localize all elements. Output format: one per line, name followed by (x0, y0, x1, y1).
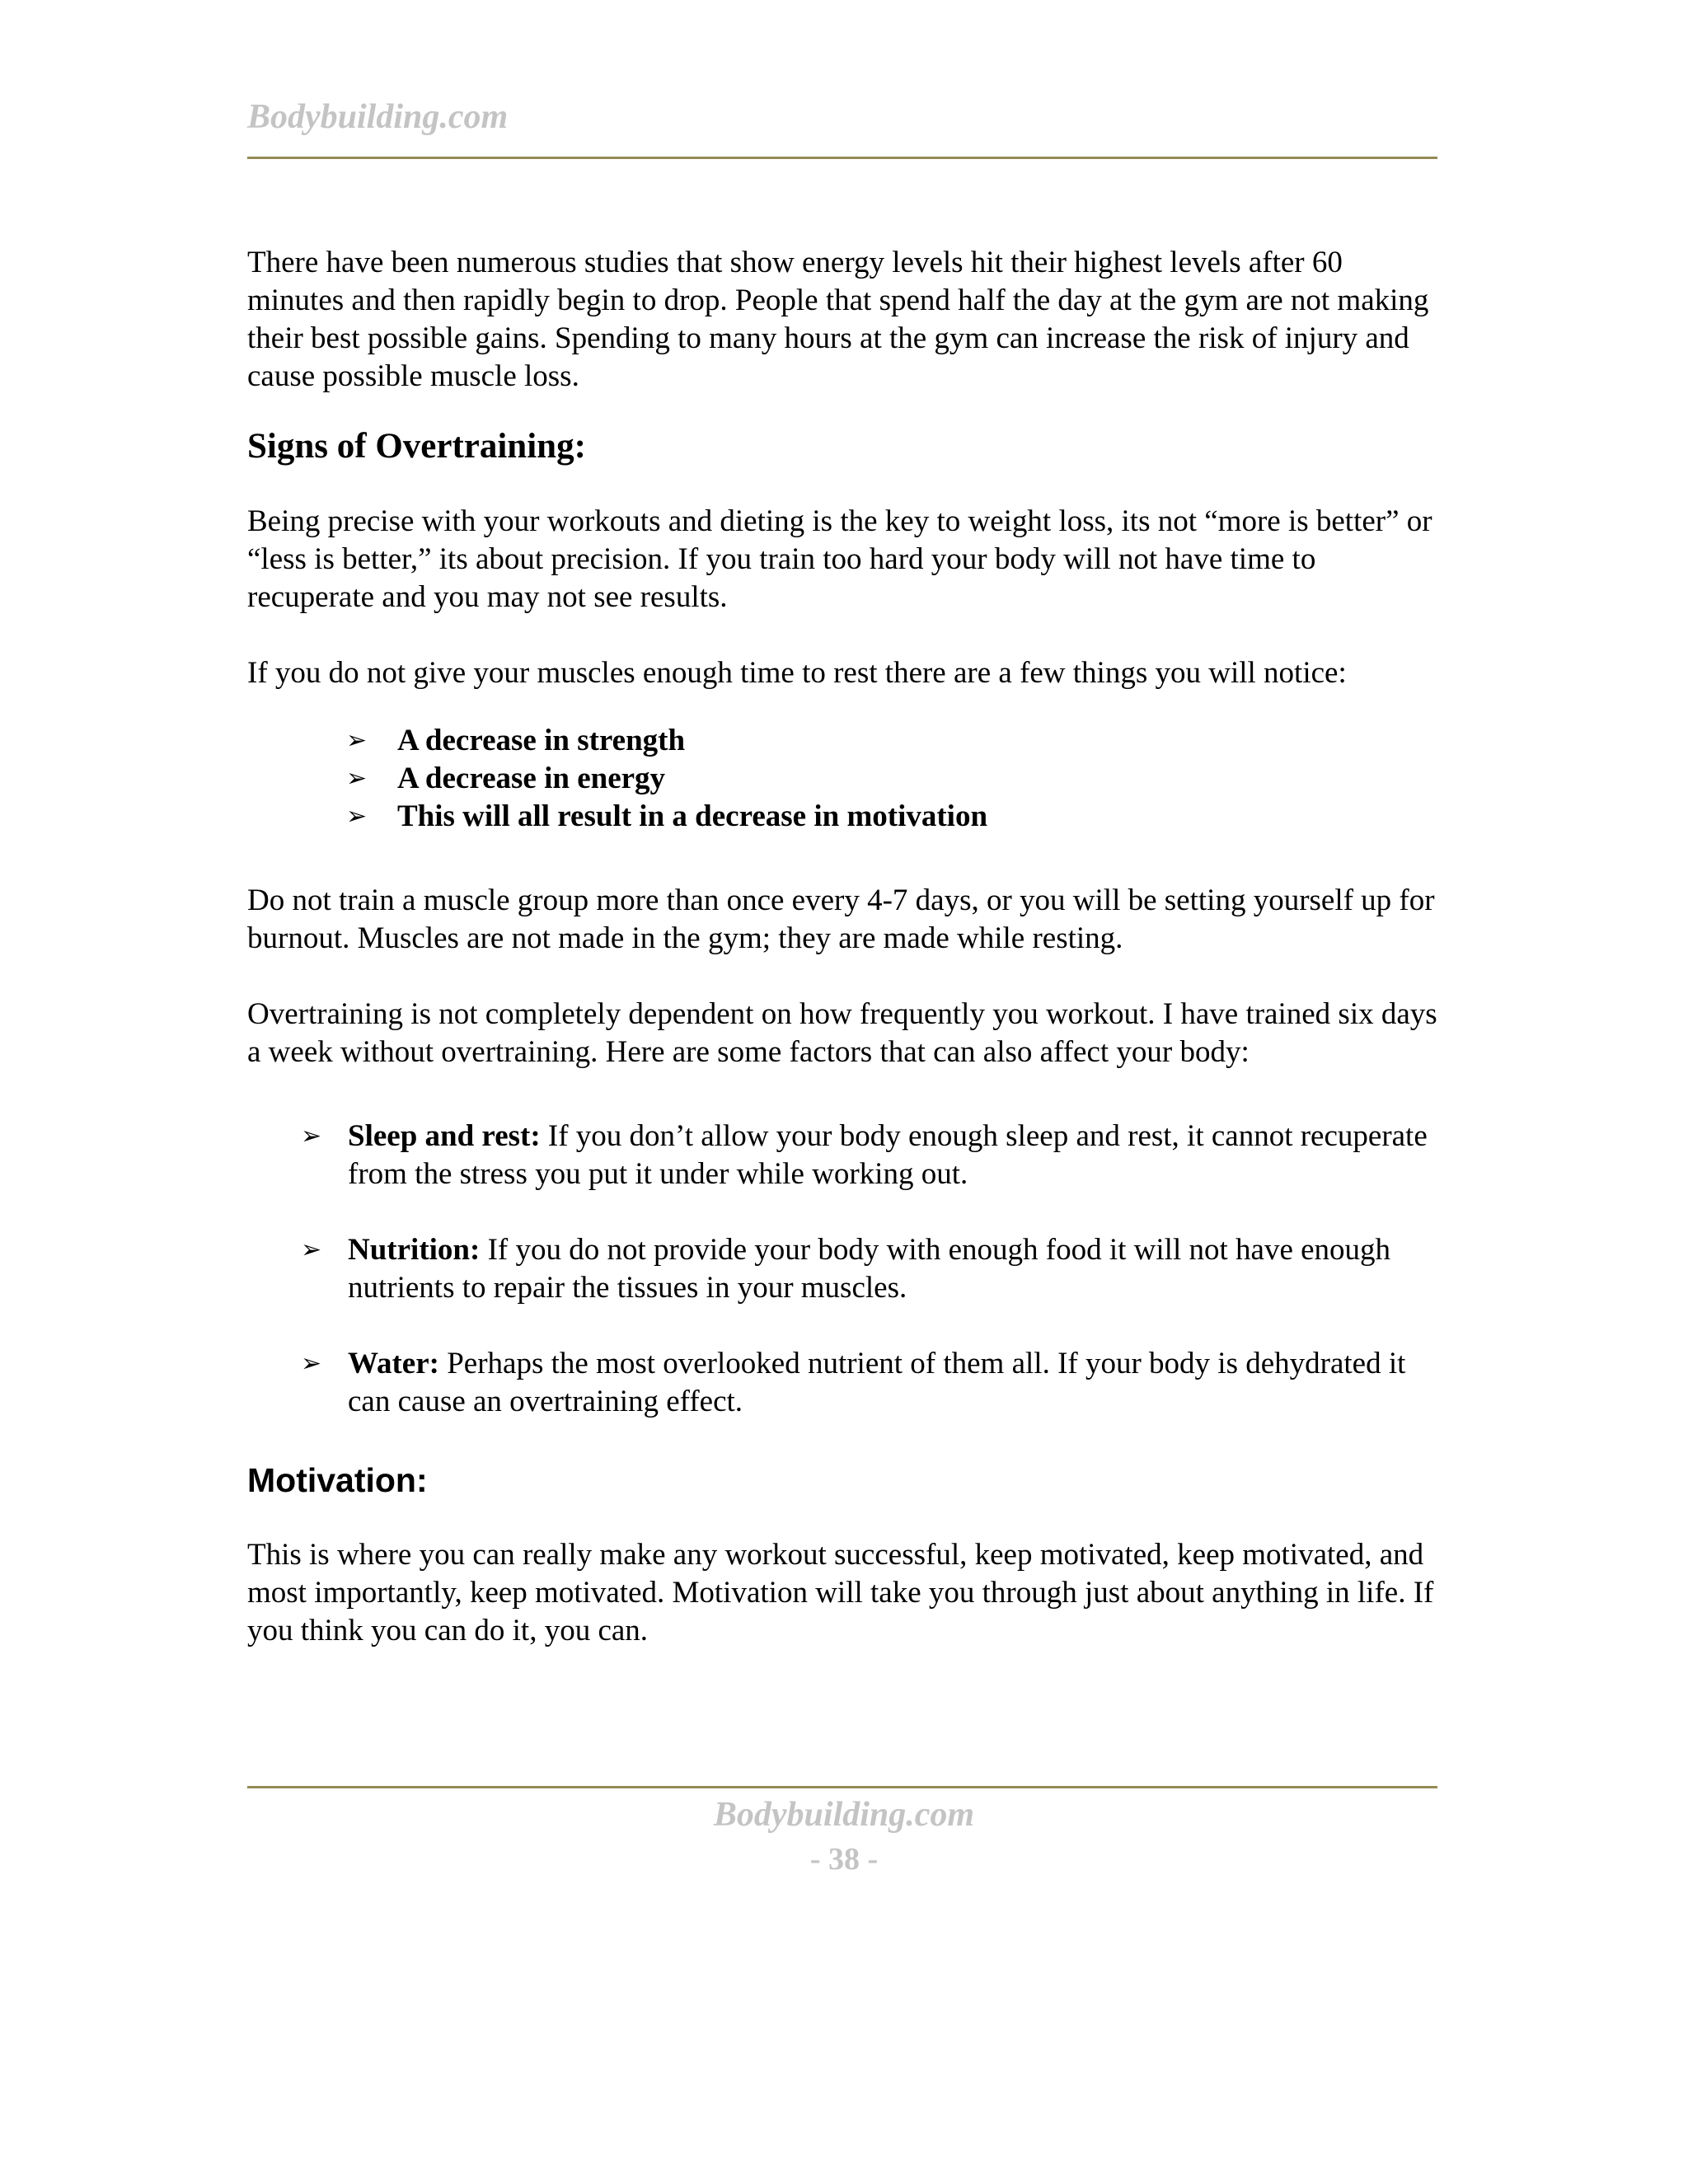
arrowhead-bullet-icon: ➢ (346, 802, 368, 831)
section-heading-overtraining: Signs of Overtraining: (247, 427, 586, 466)
factor-term: Sleep and rest: (348, 1119, 541, 1153)
factor-text: Perhaps the most overlooked nutrient of them all. If your body is dehydrated it can cause an overtraining effect. (348, 1347, 1406, 1418)
list-item-text: This will all result in a decrease in motivation (397, 799, 988, 833)
section-heading-motivation: Motivation: (247, 1461, 428, 1499)
list-item (346, 760, 1442, 798)
list-item (346, 798, 1442, 836)
factor-text: If you do not provide your body with enough food it will not have enough nutrients to repair the tissues in your muscles. (348, 1233, 1391, 1305)
factor-term: Nutrition: (348, 1233, 481, 1267)
footer-rule (247, 1786, 1437, 1788)
arrowhead-bullet-icon: ➢ (301, 1349, 322, 1378)
header-rule (247, 157, 1437, 159)
arrowhead-bullet-icon: ➢ (301, 1235, 322, 1264)
arrowhead-bullet-icon: ➢ (346, 726, 368, 755)
arrowhead-bullet-icon: ➢ (346, 764, 368, 793)
list-item (247, 1345, 1442, 1421)
list-item (247, 1118, 1442, 1193)
list-item (247, 1231, 1442, 1307)
list-item (346, 722, 1442, 760)
intro-paragraph: There have been numerous studies that show energy levels hit their highest levels after 60 minutes and then rapidly begin to drop. People that spend half the day at the gym are not making their best possible gains. Spending to many hours at the gym can increase the risk of injury and cause possible muscle loss. (247, 246, 1429, 393)
motivation-paragraph: This is where you can really make any workout successful, keep motivated, keep motivated, and most importantly, keep motivated. Motivation will take you through just about anything in life. If you think you can do it, you can. (247, 1538, 1434, 1647)
rest-paragraph: If you do not give your muscles enough time to rest there are a few things you will notice: (247, 656, 1347, 690)
signs-list (247, 722, 1442, 836)
factors-list (247, 1118, 1442, 1421)
footer-brand: Bodybuilding.com (713, 1796, 975, 1834)
factor-text: If you don’t allow your body enough sleep and rest, it cannot recuperate from the stress you put it under while working out. (348, 1119, 1428, 1191)
factors-intro-paragraph: Overtraining is not completely dependent on how frequently you workout. I have trained six days a week without overtraining. Here are some factors that can also affect your body: (247, 997, 1437, 1069)
page-content (247, 244, 1442, 1650)
page-header-brand: Bodybuilding.com (247, 98, 509, 136)
page-number: - 38 - (809, 1842, 879, 1877)
arrowhead-bullet-icon: ➢ (301, 1122, 322, 1151)
list-item-text: A decrease in strength (397, 724, 686, 757)
list-item-text: A decrease in energy (397, 762, 666, 795)
frequency-paragraph: Do not train a muscle group more than once every 4-7 days, or you will be setting yourself up for burnout. Muscles are not made in the gym; they are made while resting. (247, 883, 1435, 955)
precision-paragraph: Being precise with your workouts and dieting is the key to weight loss, its not “more is better” or “less is better,” its about precision. If you train too hard your body will not have time to recuperate and you may not see results. (247, 504, 1432, 614)
factor-term: Water: (348, 1347, 439, 1380)
